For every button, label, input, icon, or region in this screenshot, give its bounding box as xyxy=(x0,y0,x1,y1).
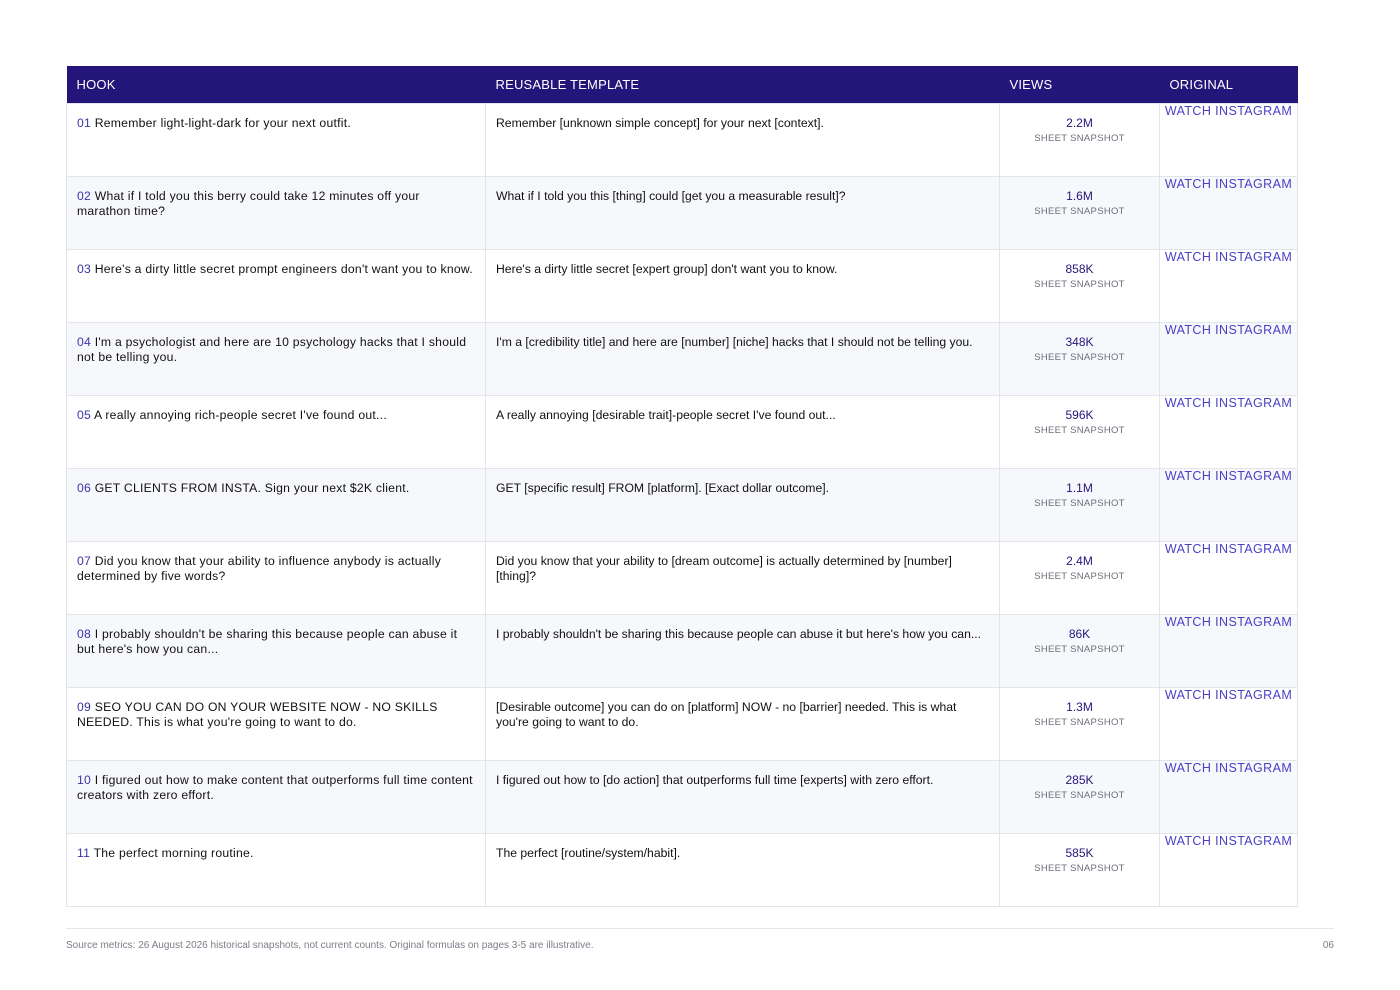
table-row xyxy=(67,103,1298,176)
template-text: Here's a dirty little secret [expert group] don't want you to know. xyxy=(486,249,1000,322)
hook-text: SEO YOU CAN DO ON YOUR WEBSITE NOW - NO SKILLS NEEDED. This is what you're going to want to do. xyxy=(77,699,438,729)
original-cell xyxy=(1160,103,1298,176)
hook-cell xyxy=(67,614,486,687)
template-text: What if I told you this [thing] could [get you a measurable result]? xyxy=(486,176,1000,249)
header-template: REUSABLE TEMPLATE xyxy=(486,66,1000,103)
template-text: [Desirable outcome] you can do on [platform] NOW - no [barrier] needed. This is what you're going to want to do. xyxy=(486,687,1000,760)
hook-text: A really annoying rich-people secret I've found out... xyxy=(94,407,387,422)
watch-instagram-link[interactable]: WATCH INSTAGRAM xyxy=(1164,322,1293,337)
hook-cell xyxy=(67,468,486,541)
views-note: SHEET SNAPSHOT xyxy=(1034,132,1125,144)
template-text: Did you know that your ability to [dream outcome] is actually determined by [number] [thing]? xyxy=(486,541,1000,614)
header-views: VIEWS xyxy=(1000,66,1160,103)
watch-instagram-link[interactable]: WATCH INSTAGRAM xyxy=(1164,760,1293,775)
watch-instagram-link[interactable]: WATCH INSTAGRAM xyxy=(1164,833,1293,848)
template-text: I probably shouldn't be sharing this because people can abuse it but here's how you can... xyxy=(486,614,1000,687)
original-cell xyxy=(1160,614,1298,687)
table-row xyxy=(67,395,1298,468)
watch-instagram-link[interactable]: WATCH INSTAGRAM xyxy=(1164,541,1293,556)
watch-instagram-link[interactable]: WATCH INSTAGRAM xyxy=(1164,614,1293,629)
hook-number: 02 xyxy=(77,188,92,203)
template-text: I'm a [credibility title] and here are [number] [niche] hacks that I should not be telling you. xyxy=(486,322,1000,395)
views-value: 585K xyxy=(1065,845,1094,860)
footer-divider xyxy=(66,928,1334,929)
table-row xyxy=(67,687,1298,760)
original-cell xyxy=(1160,395,1298,468)
hook-cell xyxy=(67,687,486,760)
table-row xyxy=(67,249,1298,322)
views-value: 1.1M xyxy=(1066,480,1093,495)
page-number: 06 xyxy=(1322,940,1334,951)
watch-instagram-link[interactable]: WATCH INSTAGRAM xyxy=(1164,249,1293,264)
table-header-row xyxy=(67,66,1298,103)
views-value: 596K xyxy=(1065,407,1094,422)
views-note: SHEET SNAPSHOT xyxy=(1034,789,1125,801)
table-row xyxy=(67,468,1298,541)
hook-text: What if I told you this berry could take 12 minutes off your marathon time? xyxy=(77,188,420,218)
original-cell xyxy=(1160,833,1298,906)
views-note: SHEET SNAPSHOT xyxy=(1034,497,1125,509)
views-note: SHEET SNAPSHOT xyxy=(1034,643,1125,655)
hook-cell xyxy=(67,249,486,322)
hooks-sheet xyxy=(66,66,1297,907)
table-row xyxy=(67,614,1298,687)
hook-cell xyxy=(67,541,486,614)
hook-text: Here's a dirty little secret prompt engineers don't want you to know. xyxy=(94,261,473,276)
views-cell xyxy=(1000,322,1160,395)
hook-cell xyxy=(67,103,486,176)
template-text: A really annoying [desirable trait]-people secret I've found out... xyxy=(486,395,1000,468)
views-cell xyxy=(1000,687,1160,760)
views-cell xyxy=(1000,249,1160,322)
views-value: 2.2M xyxy=(1066,115,1093,130)
hook-text: I figured out how to make content that outperforms full time content creators with zero effort. xyxy=(77,772,473,802)
table-row xyxy=(67,760,1298,833)
header-original: ORIGINAL xyxy=(1160,66,1298,103)
original-cell xyxy=(1160,322,1298,395)
hook-cell xyxy=(67,322,486,395)
hook-number: 10 xyxy=(77,772,92,787)
views-cell xyxy=(1000,176,1160,249)
views-note: SHEET SNAPSHOT xyxy=(1034,205,1125,217)
views-value: 1.6M xyxy=(1066,188,1093,203)
watch-instagram-link[interactable]: WATCH INSTAGRAM xyxy=(1164,395,1293,410)
hook-text: Remember light-light-dark for your next outfit. xyxy=(94,115,351,130)
hook-cell xyxy=(67,833,486,906)
views-cell xyxy=(1000,395,1160,468)
views-value: 2.4M xyxy=(1066,553,1093,568)
hook-number: 01 xyxy=(77,115,92,130)
watch-instagram-link[interactable]: WATCH INSTAGRAM xyxy=(1164,468,1293,483)
template-text: GET [specific result] FROM [platform]. [Exact dollar outcome]. xyxy=(486,468,1000,541)
original-cell xyxy=(1160,760,1298,833)
table-row xyxy=(67,541,1298,614)
views-cell xyxy=(1000,468,1160,541)
hook-cell xyxy=(67,395,486,468)
hook-number: 07 xyxy=(77,553,92,568)
views-note: SHEET SNAPSHOT xyxy=(1034,424,1125,436)
template-text: The perfect [routine/system/habit]. xyxy=(486,833,1000,906)
views-note: SHEET SNAPSHOT xyxy=(1034,351,1125,363)
views-cell xyxy=(1000,614,1160,687)
hooks-table xyxy=(66,66,1298,907)
views-cell xyxy=(1000,103,1160,176)
hook-number: 08 xyxy=(77,626,92,641)
table-row xyxy=(67,833,1298,906)
hook-number: 09 xyxy=(77,699,92,714)
hook-text: GET CLIENTS FROM INSTA. Sign your next $2K client. xyxy=(94,480,410,495)
views-note: SHEET SNAPSHOT xyxy=(1034,862,1125,874)
views-value: 858K xyxy=(1065,261,1094,276)
hook-number: 06 xyxy=(77,480,92,495)
watch-instagram-link[interactable]: WATCH INSTAGRAM xyxy=(1164,687,1293,702)
views-cell xyxy=(1000,833,1160,906)
hook-text: I'm a psychologist and here are 10 psychology hacks that I should not be telling you. xyxy=(77,334,467,364)
template-text: Remember [unknown simple concept] for your next [context]. xyxy=(486,103,1000,176)
views-note: SHEET SNAPSHOT xyxy=(1034,570,1125,582)
table-row xyxy=(67,322,1298,395)
views-note: SHEET SNAPSHOT xyxy=(1034,716,1125,728)
watch-instagram-link[interactable]: WATCH INSTAGRAM xyxy=(1164,176,1293,191)
views-value: 285K xyxy=(1065,772,1094,787)
original-cell xyxy=(1160,176,1298,249)
views-cell xyxy=(1000,760,1160,833)
original-cell xyxy=(1160,541,1298,614)
hook-text: Did you know that your ability to influence anybody is actually determined by five words? xyxy=(77,553,442,583)
original-cell xyxy=(1160,249,1298,322)
views-note: SHEET SNAPSHOT xyxy=(1034,278,1125,290)
footer-note: Source metrics: 26 August 2026 historical snapshots, not current counts. Original formulas on pages 3-5 are illustrative. xyxy=(66,940,594,951)
hook-number: 03 xyxy=(77,261,92,276)
views-value: 348K xyxy=(1065,334,1094,349)
original-cell xyxy=(1160,687,1298,760)
hook-number: 11 xyxy=(77,845,91,860)
hook-text: The perfect morning routine. xyxy=(93,845,254,860)
views-value: 1.3M xyxy=(1066,699,1093,714)
views-value: 86K xyxy=(1068,626,1091,641)
original-cell xyxy=(1160,468,1298,541)
header-hook: HOOK xyxy=(67,66,486,103)
template-text: I figured out how to [do action] that outperforms full time [experts] with zero effort. xyxy=(486,760,1000,833)
views-cell xyxy=(1000,541,1160,614)
hook-cell xyxy=(67,760,486,833)
hook-cell xyxy=(67,176,486,249)
hook-number: 05 xyxy=(77,407,92,422)
table-row xyxy=(67,176,1298,249)
hook-text: I probably shouldn't be sharing this because people can abuse it but here's how you can... xyxy=(77,626,458,656)
hook-number: 04 xyxy=(77,334,92,349)
watch-instagram-link[interactable]: WATCH INSTAGRAM xyxy=(1164,103,1293,118)
